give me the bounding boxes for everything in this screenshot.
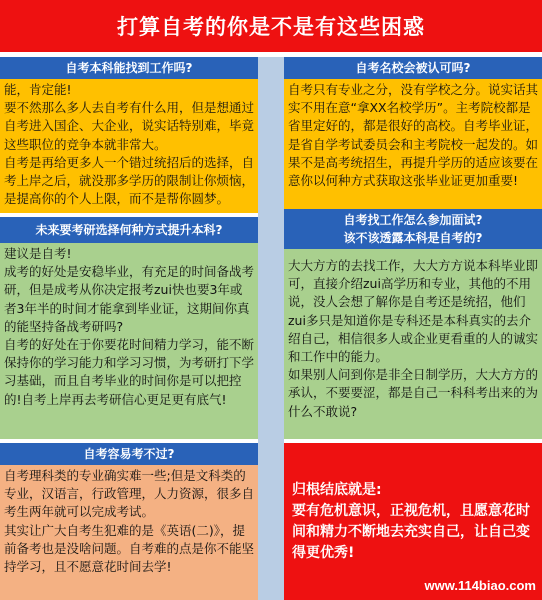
section-header-kaoyan: 未来要考研选择何种方式提升本科? bbox=[0, 217, 258, 243]
paragraph: 要不然那么多人去自考有什么用，但是想通过自考进入国企、大企业，说实话特别难，毕竟这些职位的竞争本就非常大。 bbox=[4, 100, 255, 152]
paragraph: 其实让广大自考生犯难的是《英语(二)》，提前备考也是没啥问题。自考难的点是你不能坚持学习，且不愿意花时间去学! bbox=[4, 522, 255, 575]
header-line: 自考找工作怎么参加面试? bbox=[343, 213, 483, 227]
section-body-hard-exam bbox=[0, 465, 258, 600]
paragraph: 自考的好处在于你要花时间精力学习，能不断保持你的学习能力和学习习惯，为考研打下学习基础，而且自考毕业的时间你是可以把控的!自考上岸再去考研信心更足更有底气! bbox=[4, 337, 255, 407]
paragraph: 大大方方的去找工作，大大方方说本科毕业即可，直接介绍zui高学历和专业，其他的不用说，没人会想了解你是自考还是统招，他们zui多只是知道你是专科还是本科真实的去介绍自己，相信很多人或企业更看重的人的诚实和工作中的能力。 bbox=[288, 258, 539, 365]
watermark: www.114biao.com bbox=[424, 578, 536, 593]
paragraph: 成考的好处是安稳毕业，有充足的时间备战考研，但是成考从你决定报考zui快也要3年或者3年半的时间才能拿到毕业证，这期间你真的能坚持备战考研吗? bbox=[4, 264, 255, 334]
section-header-interview bbox=[284, 209, 542, 249]
section-header-find-job: 自考本科能找到工作吗? bbox=[0, 57, 258, 79]
section-body-kaoyan bbox=[0, 243, 258, 439]
paragraph: 如果别人问到你是非全日制学历，大大方方的承认，不要要涩，都是自己一科科考出来的为什么不敢说? bbox=[288, 367, 539, 419]
paragraph: 能，肯定能! bbox=[4, 82, 72, 97]
conclusion-box bbox=[284, 443, 542, 600]
column-divider bbox=[258, 57, 284, 600]
conclusion-heading: 归根结底就是: bbox=[292, 481, 382, 498]
section-header-famous-school: 自考名校会被认可吗? bbox=[284, 57, 542, 79]
conclusion-body: 要有危机意识，正视危机，且愿意花时间和精力不断地去充实自己，让自己变得更优秀! bbox=[292, 502, 530, 561]
paragraph: 建议是自考! bbox=[4, 246, 72, 261]
page-title: 打算自考的你是不是有这些困惑 bbox=[0, 0, 542, 52]
paragraph: 自考只有专业之分，没有学校之分。说实话其实不用在意“拿XX名校学历”。主考院校都是省里定好的，都是很好的高校。自考毕业证，是省自学考试委员会和主考院校一起发的。如果不是高考统招生，再提升学历的适应该要在意你以何种方式获取这张毕业证更加重要! bbox=[288, 82, 539, 189]
section-body-interview bbox=[284, 249, 542, 439]
paragraph: 自考理科类的专业确实难一些;但是文科类的专业，汉语言，行政管理，人力资源，很多自考生两年就可以完成考试。 bbox=[4, 468, 255, 520]
paragraph: 自考是再给更多人一个错过统招后的选择，自考上岸之后，就没那多学历的限制让你烦恼，是提高你的个人上限，而不是帮你圆梦。 bbox=[4, 154, 255, 207]
section-body-find-job bbox=[0, 79, 258, 213]
header-line: 该不该透露本科是自考的? bbox=[343, 231, 483, 245]
section-header-hard-exam: 自考容易考不过? bbox=[0, 443, 258, 465]
section-body-famous-school bbox=[284, 79, 542, 209]
